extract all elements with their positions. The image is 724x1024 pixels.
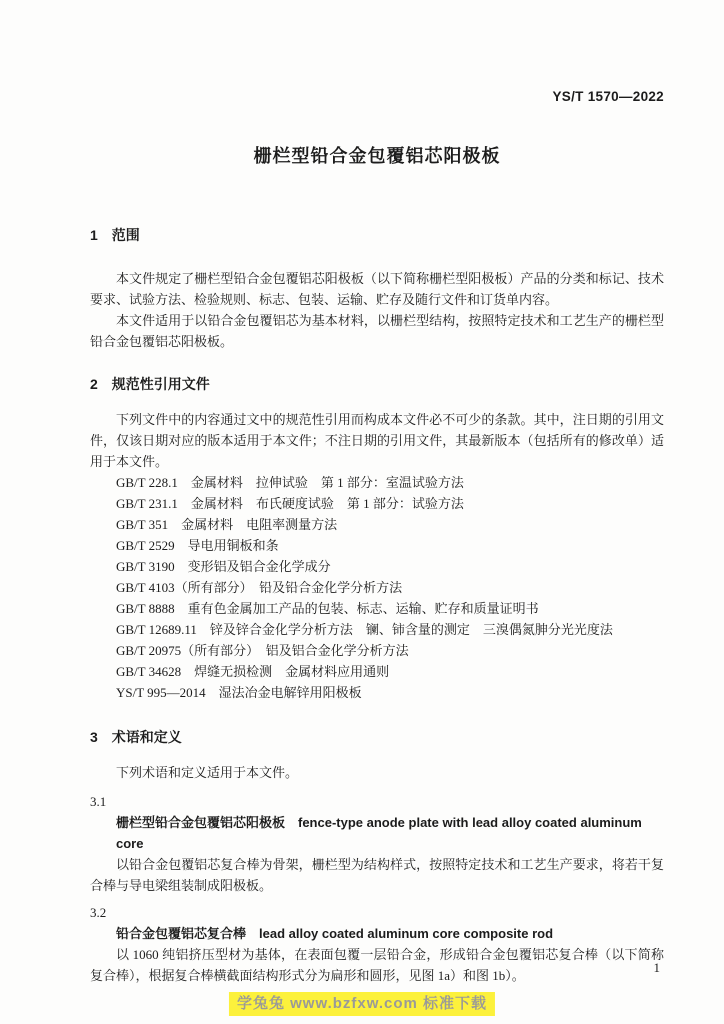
doc-number: YS/T 1570—2022	[552, 89, 664, 104]
section-2-paragraph: 下列文件中的内容通过文中的规范性引用而构成本文件必不可少的条款。其中，注日期的引用文件，仅该日期对应的版本适用于本文件；不注日期的引用文件，其最新版本（包括所有的修改单）适用于本文件。	[90, 412, 664, 469]
page-title: 栅栏型铅合金包覆铝芯阳极板	[253, 146, 501, 166]
section-1-heading: 1 范围	[90, 227, 140, 243]
reference-item: GB/T 231.1 金属材料 布氏硬度试验 第 1 部分：试验方法	[116, 496, 464, 511]
term-number-3-1: 3.1	[90, 794, 107, 809]
reference-item: GB/T 2529 导电用铜板和条	[116, 538, 279, 553]
page-number: 1	[653, 960, 660, 975]
reference-item: GB/T 228.1 金属材料 拉伸试验 第 1 部分：室温试验方法	[116, 475, 464, 490]
watermark: 学兔兔 www.bzfxw.com 标准下载	[229, 992, 495, 1016]
reference-item: GB/T 4103（所有部分） 铅及铅合金化学分析方法	[116, 580, 403, 595]
term-number-3-2: 3.2	[90, 905, 107, 920]
reference-item: YS/T 995—2014 湿法冶金电解锌用阳极板	[116, 685, 362, 700]
term-definition-3-2: 以 1060 纯铝挤压型材为基体，在表面包覆一层铅合金，形成铅合金包覆铝芯复合棒（以下简称复合棒），根据复合棒横截面结构形式分为扁形和圆形，见图 1a）和图 1b）。	[90, 947, 664, 983]
term-definition-3-1: 以铅合金包覆铝芯复合棒为骨架，栅栏型为结构样式，按照特定技术和工艺生产要求，将若干复合棒与导电梁组装制成阳极板。	[90, 857, 664, 893]
reference-item: GB/T 8888 重有色金属加工产品的包装、标志、运输、贮存和质量证明书	[116, 601, 539, 616]
section-1-paragraph-2: 本文件适用于以铅合金包覆铝芯为基本材料，以栅栏型结构，按照特定技术和工艺生产的栅栏型铅合金包覆铝芯阳极板。	[90, 313, 664, 349]
term-name-3-1: 栅栏型铅合金包覆铝芯阳极板 fence-type anode plate with lead alloy coated aluminum core	[116, 815, 642, 851]
section-3-heading: 3 术语和定义	[90, 729, 182, 745]
normative-references-list	[90, 472, 664, 703]
section-2-heading: 2 规范性引用文件	[90, 376, 210, 392]
reference-item: GB/T 351 金属材料 电阻率测量方法	[116, 517, 338, 532]
term-name-3-2: 铅合金包覆铝芯复合棒 lead alloy coated aluminum core composite rod	[116, 926, 554, 941]
reference-item: GB/T 20975（所有部分） 铝及铝合金化学分析方法	[116, 643, 409, 658]
reference-item: GB/T 34628 焊缝无损检测 金属材料应用通则	[116, 664, 390, 679]
reference-item: GB/T 3190 变形铝及铝合金化学成分	[116, 559, 331, 574]
section-3-intro: 下列术语和定义适用于本文件。	[116, 765, 299, 780]
reference-item: GB/T 12689.11 锌及锌合金化学分析方法 镧、铈含量的测定 三溴偶氮胂分光光度法	[116, 622, 613, 637]
section-1-paragraph-1: 本文件规定了栅栏型铅合金包覆铝芯阳极板（以下简称栅栏型阳极板）产品的分类和标记、技术要求、试验方法、检验规则、标志、包装、运输、贮存及随行文件和订货单内容。	[90, 271, 664, 307]
